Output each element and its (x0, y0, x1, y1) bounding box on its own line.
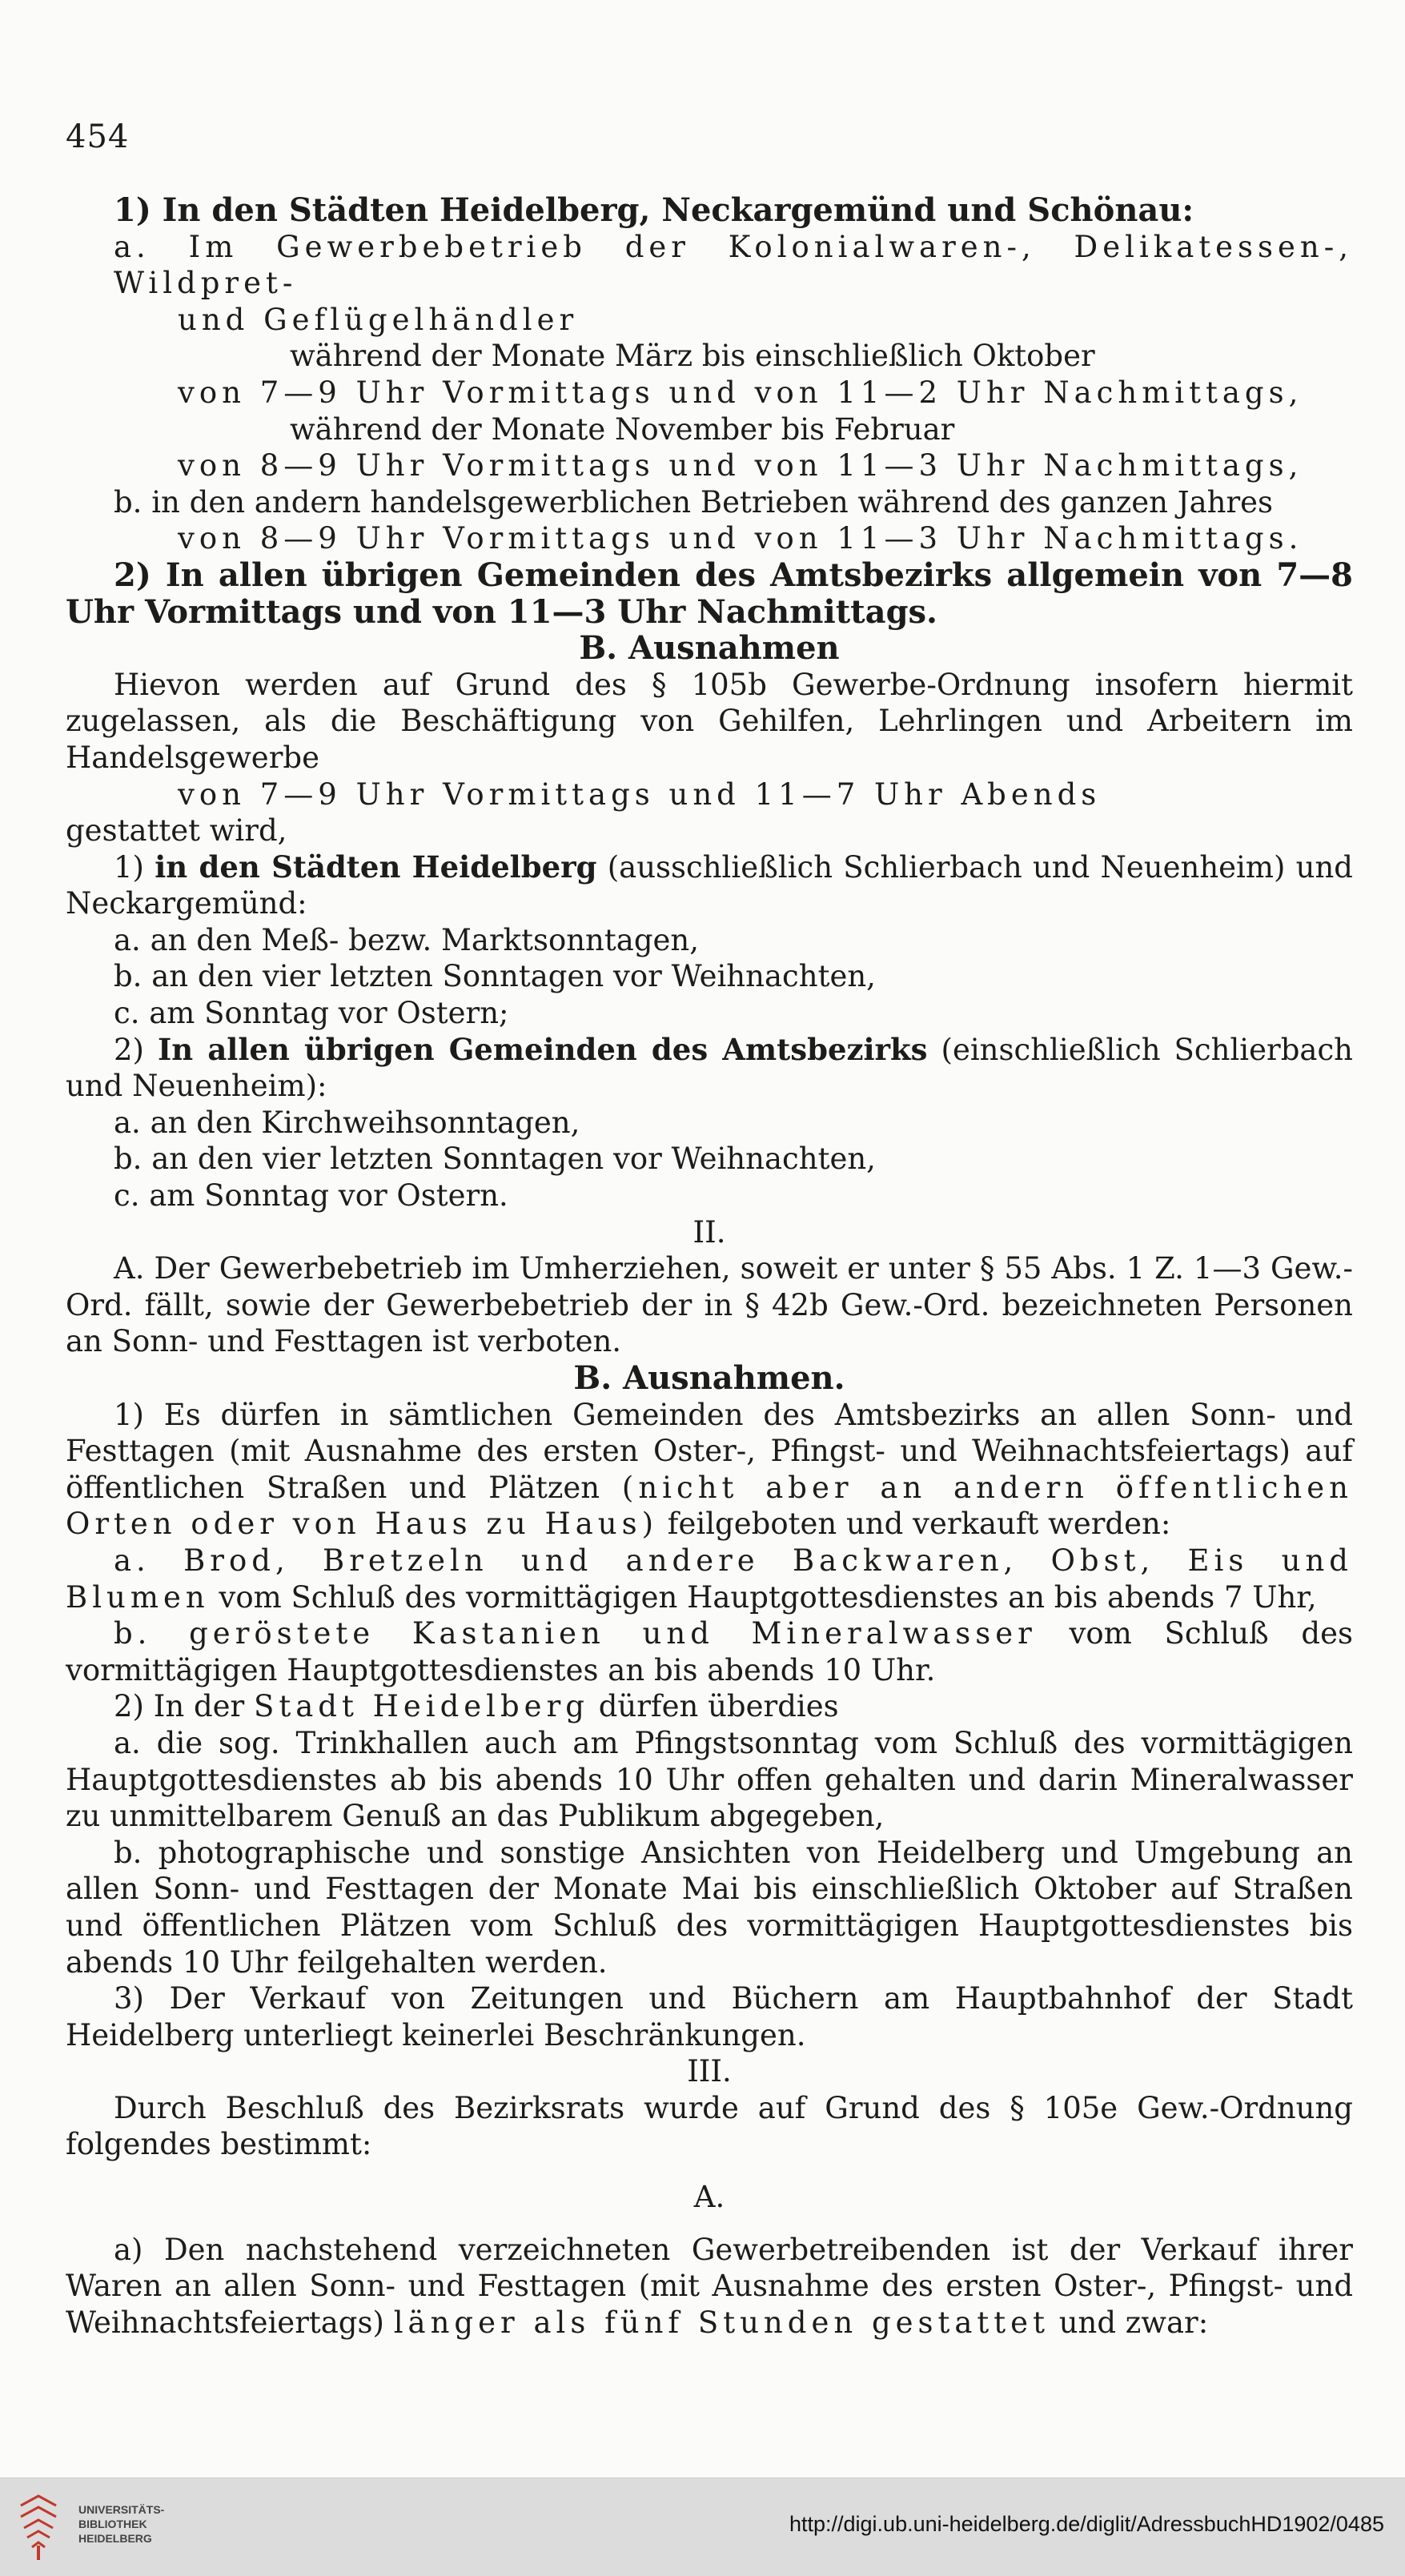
section-iii-paragraph: Durch Beschluß des Bezirksrats wurde auf Grund des § 105e Gew.-Ordnung folgendes bestimmt: (66, 2090, 1353, 2162)
footer-bar (0, 2478, 1405, 2576)
exception-2 (66, 1032, 1353, 1105)
section-iii-heading: III. (687, 2054, 732, 2089)
section-iii-sub-a: A. (693, 2180, 725, 2215)
heading-other-communities: 2) In allen übrigen Gemeinden des Amtsbezirks allgemein von 7—8 Uhr Vormittags und von 11—3 Uhr Nachmittags. (66, 556, 1353, 631)
heading-ausnahmen: B. Ausnahmen (579, 629, 840, 668)
heading-heidelberg-neckargemuend-schoenau: 1) In den Städten Heidelberg, Neckargemünd und Schönau: (114, 191, 1194, 229)
point-1a-spaced: a. Brod, Bretzeln und andere Backwaren, Obst, Eis und Blumen (66, 1543, 1353, 1615)
item-a-line: von 7—9 Uhr Vormittags und von 11—2 Uhr Nachmittags, (178, 375, 1303, 410)
exception-2-a: a. an den Kirchweihsonntagen, (114, 1105, 580, 1140)
item-a-line: von 8—9 Uhr Vormittags und von 11—3 Uhr Nachmittags, (178, 448, 1303, 484)
section-ii-ausnahmen-heading: B. Ausnahmen. (573, 1359, 845, 1397)
point-1a-rest: vom Schluß des vormittägigen Hauptgottesdienstes an bis abends 7 Uhr, (209, 1579, 1317, 1615)
section-ii-heading: II. (692, 1214, 726, 1250)
point-2-spaced: Stadt Heidelberg (253, 1689, 589, 1724)
point-1-end: feilgeboten und verkauft werden: (658, 1507, 1171, 1542)
point-1-spaced: (nicht aber an andern öffentlichen Orten oder von Haus zu Haus) (66, 1470, 1353, 1542)
section-ii-point-1 (66, 1397, 1353, 1543)
library-name-line: BIBLIOTHEK (78, 2518, 147, 2530)
section-ii-point-2b: b. photographische und sonstige Ansichten von Heidelberg und Umgebung an allen Sonn- und Festtagen der Monate Mai bis einschließlich Oktober auf Straßen und öffentlichen Plätzen vom Schluß des vormittägigen Hauptgottesdienstes bis abends 10 Uhr feilgehalten werden. (66, 1835, 1353, 1980)
exception-2-rest: (einschließlich Schlierbach und Neuenheim): (66, 1032, 1353, 1104)
para-a-start: a) Den nachstehend verzeichneten Gewerbetreibenden ist der Verkauf ihrer Waren an allen Sonn- und Festtagen (mit Ausnahme des ersten Oster-, Pfingst- und Weihnachtsfeiertags) (66, 2232, 1353, 2340)
exceptions-allowed: gestattet wird, (66, 813, 287, 849)
exception-1-b: b. an den vier letzten Sonntagen vor Weihnachten, (114, 959, 876, 994)
para-a-spaced: länger als fünf Stunden gestattet (393, 2305, 1050, 2340)
point-2-start: 2) In der (114, 1689, 254, 1724)
section-ii-point-1b (66, 1615, 1353, 1688)
item-a-line: während der Monate November bis Februar (290, 411, 955, 447)
point-2-end: dürfen überdies (588, 1689, 839, 1724)
exceptions-time: von 7—9 Uhr Vormittags und 11—7 Uhr Abends (178, 776, 1102, 812)
exception-2-b: b. an den vier letzten Sonntagen vor Weihnachten, (114, 1142, 876, 1177)
library-name-line: UNIVERSITÄTS- (78, 2503, 165, 2516)
page-number: 454 (66, 118, 130, 155)
exceptions-paragraph: Hievon werden auf Grund des § 105b Gewerbe-Ordnung insofern hiermit zugelassen, als die Beschäftigung von Gehilfen, Lehrlingen und Arbeitern im Handelsgewerbe (66, 667, 1353, 775)
point-1b-rest: vom Schluß des vormittägigen Hauptgottesdienstes an bis abends 10 Uhr. (66, 1616, 1353, 1687)
library-name (78, 2502, 164, 2546)
point-1-start: 1) Es dürfen in sämtlichen Gemeinden des Amtsbezirks an allen Sonn- und Festtagen (mit Ausnahme des ersten Oster-, Pfingst- und Weihnachtsfeiertags) auf öffentlichen Straßen und Plätzen (66, 1397, 1353, 1505)
section-ii-paragraph-a: A. Der Gewerbebetrieb im Umherziehen, soweit er unter § 55 Abs. 1 Z. 1—3 Gew.-Ord. fällt, sowie der Gewerbebetrieb der in § 42b Gew.-Ord. bezeichneten Personen an Sonn- und Festtagen ist verboten. (66, 1251, 1353, 1359)
exception-1 (66, 849, 1353, 922)
para-a-end: und zwar: (1049, 2305, 1209, 2340)
section-ii-point-2 (66, 1688, 1353, 1725)
item-a-line: a. Im Gewerbebetrieb der Kolonialwaren-, Delikatessen-, Wildpret- (114, 229, 1353, 301)
item-b-line: b. in den andern handelsgewerblichen Betrieben während des ganzen Jahres (114, 484, 1274, 520)
point-1b-spaced: b. geröstete Kastanien und Mineralwasser (114, 1616, 1037, 1651)
exception-2-number: 2) (114, 1032, 158, 1067)
library-name-line: HEIDELBERG (78, 2532, 152, 2545)
item-b-line: von 8—9 Uhr Vormittags und von 11—3 Uhr Nachmittags. (178, 521, 1303, 556)
item-a-line: und Geflügelhändler (178, 302, 579, 337)
item-a-line: während der Monate März bis einschließlich Oktober (290, 339, 1095, 374)
source-url-link[interactable]: http://digi.ub.uni-heidelberg.de/diglit/AdressbuchHD1902/0485 (789, 2512, 1384, 2536)
exception-1-number: 1) (114, 849, 155, 885)
page-content (66, 192, 1353, 2341)
exception-1-c: c. am Sonntag vor Ostern; (114, 996, 509, 1031)
university-library-logo-icon (14, 2490, 64, 2566)
section-ii-point-3: 3) Der Verkauf von Zeitungen und Büchern am Hauptbahnhof der Stadt Heidelberg unterliegt keinerlei Beschränkungen. (66, 1981, 1353, 2052)
section-ii-point-2a: a. die sog. Trinkhallen auch am Pfingstsonntag vom Schluß des vormittägigen Hauptgottesdienstes ab bis abends 10 Uhr offen gehalten und darin Mineralwasser zu unmittelbarem Genuß an das Publikum abgegeben, (66, 1725, 1353, 1834)
section-ii-point-1a (66, 1543, 1353, 1615)
exception-1-rest: (ausschließlich Schlierbach und Neuenheim) und Neckargemünd: (66, 849, 1353, 921)
exception-2-c: c. am Sonntag vor Ostern. (114, 1178, 508, 1214)
exception-1-bold: in den Städten Heidelberg (155, 849, 597, 885)
exception-2-bold: In allen übrigen Gemeinden des Amtsbezirks (157, 1031, 928, 1067)
section-iii-paragraph-a (66, 2232, 1353, 2341)
exception-1-a: a. an den Meß- bezw. Marktsonntagen, (114, 922, 699, 957)
